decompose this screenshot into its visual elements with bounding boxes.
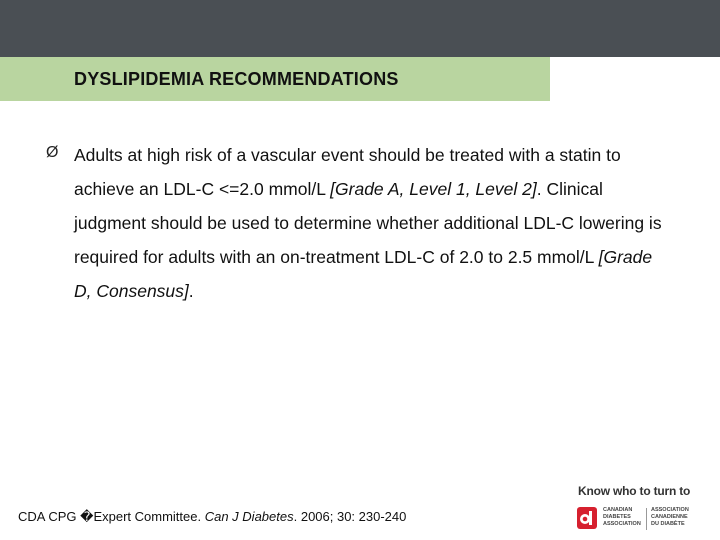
citation-prefix: CDA CPG �Expert Committee.: [18, 509, 205, 524]
citation-suffix: . 2006; 30: 230-240: [293, 509, 407, 524]
top-header-bar: [0, 0, 720, 57]
logo-name-en: CANADIAN DIABETES ASSOCIATION: [603, 507, 641, 527]
logo-tagline: Know who to turn to: [578, 484, 691, 498]
cda-logo-mark-icon: [576, 506, 598, 530]
arrow-bullet-icon: Ø: [46, 144, 59, 161]
cda-logo: [576, 484, 716, 536]
recommendation-text-part2: . Clinical judgment should be used to determine whether additional LDL-C lowering is required for adults with an on-treatment LDL-C of 2.0 to 2.5 mmol/L: [74, 179, 662, 267]
slide-title: DYSLIPIDEMIA RECOMMENDATIONS: [74, 68, 399, 89]
logo-name-fr: ASSOCIATION CANADIENNE DU DIABÈTE: [651, 507, 689, 527]
recommendation-text: [74, 138, 666, 308]
citation: [18, 509, 406, 525]
recommendation-text-part3: .: [188, 281, 194, 301]
recommendation-bullet: [46, 138, 666, 308]
recommendation-text-part1: Adults at high risk of a vascular event should be treated with a statin to achieve an LDL-C <=2.0 mmol/L: [74, 145, 621, 199]
grade-reference-2: [Grade D, Consensus]: [74, 247, 653, 301]
logo-divider: [646, 508, 647, 530]
grade-reference-1: [Grade A, Level 1, Level 2]: [330, 179, 537, 199]
title-band: [0, 57, 550, 101]
citation-journal: Can J Diabetes: [204, 509, 294, 524]
